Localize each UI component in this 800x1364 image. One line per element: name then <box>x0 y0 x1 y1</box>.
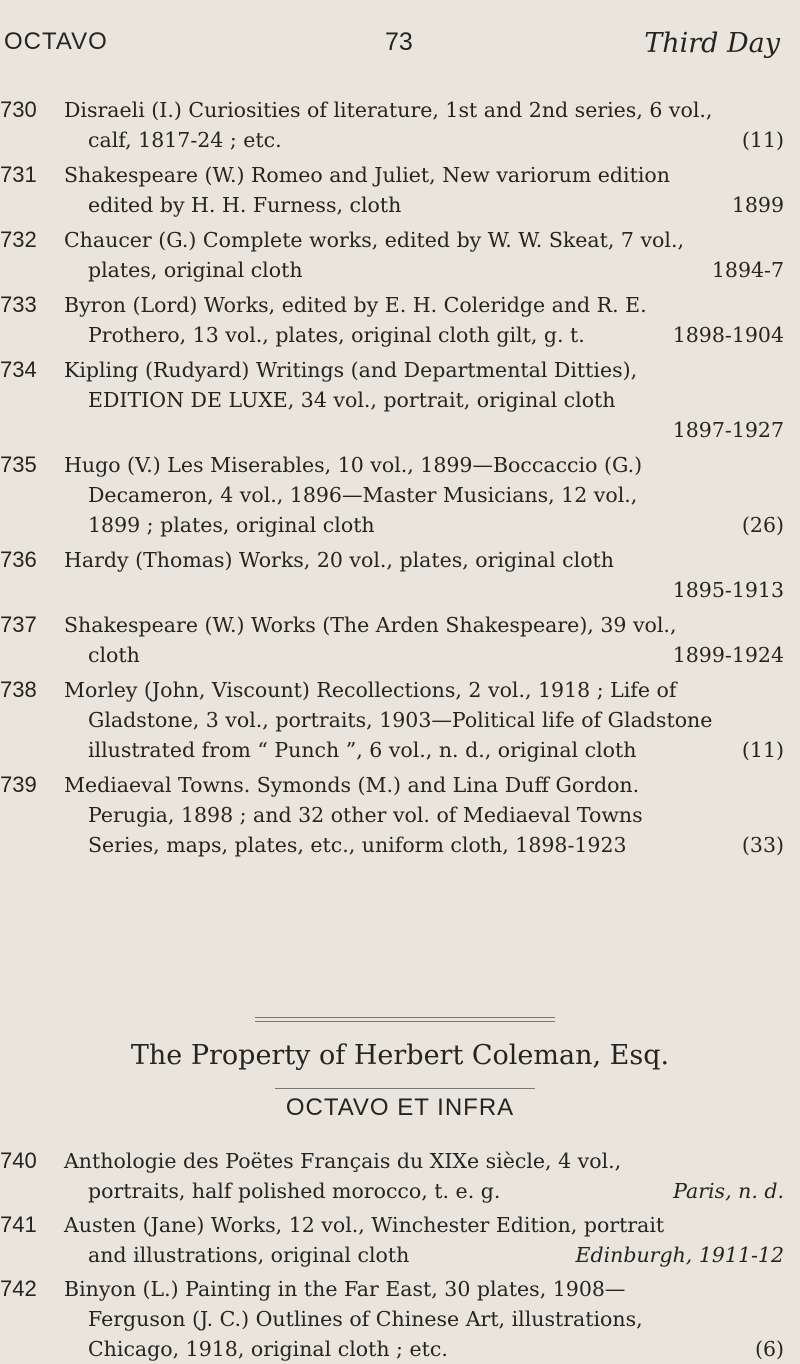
lot-number: 733 <box>0 292 37 317</box>
divider-rule <box>255 1017 555 1018</box>
line-text: Disraeli (I.) Curiosities of literature, 1st and 2nd series, 6 vol., <box>64 98 713 122</box>
line-text: edited by H. H. Furness, cloth <box>88 193 402 217</box>
description-line <box>64 1210 784 1240</box>
line-text: cloth <box>88 643 140 667</box>
description-line <box>64 735 784 765</box>
line-text: 1899 ; plates, original cloth <box>88 513 375 537</box>
lot-number: 741 <box>0 1212 37 1237</box>
description-line <box>64 800 784 830</box>
line-text: portraits, half polished morocco, t. e. g. <box>88 1179 501 1203</box>
line-text: Prothero, 13 vol., plates, original cloth gilt, g. t. <box>88 323 585 347</box>
line-text: Hardy (Thomas) Works, 20 vol., plates, original cloth <box>64 548 614 572</box>
lot-description <box>64 290 784 350</box>
line-date: 1894-7 <box>711 258 784 282</box>
description-line <box>64 575 784 605</box>
lot-number: 742 <box>0 1276 37 1301</box>
line-date: Paris, n. d. <box>673 1179 784 1203</box>
description-line <box>64 355 784 385</box>
owner-heading: The Property of Herbert Coleman, Esq. <box>130 1040 670 1071</box>
lot-description <box>64 355 784 445</box>
description-line <box>64 705 784 735</box>
description-line <box>64 225 784 255</box>
lot-description <box>64 160 784 220</box>
divider-rule <box>255 1021 555 1022</box>
description-line <box>64 830 784 860</box>
line-text: Morley (John, Viscount) Recollections, 2 vol., 1918 ; Life of <box>64 678 677 702</box>
lot-number: 739 <box>0 772 37 797</box>
lot-description <box>64 225 784 285</box>
line-text: Byron (Lord) Works, edited by E. H. Coleridge and R. E. <box>64 293 647 317</box>
lot-number: 732 <box>0 227 37 252</box>
description-line <box>64 610 784 640</box>
line-text: and illustrations, original cloth <box>88 1243 410 1267</box>
description-line <box>64 1304 784 1334</box>
line-text: Chicago, 1918, original cloth ; etc. <box>88 1337 448 1361</box>
line-date: 1899-1924 <box>672 643 784 667</box>
line-text: Binyon (L.) Painting in the Far East, 30 plates, 1908— <box>64 1277 626 1301</box>
line-date: (11) <box>741 738 784 762</box>
line-text: Hugo (V.) Les Miserables, 10 vol., 1899—Boccaccio (G.) <box>64 453 643 477</box>
description-line <box>64 290 784 320</box>
page-number: 73 <box>385 28 413 56</box>
lot-description <box>64 1146 784 1206</box>
description-line <box>64 510 784 540</box>
lot-number: 735 <box>0 452 37 477</box>
line-date: (11) <box>741 128 784 152</box>
line-text: Decameron, 4 vol., 1896—Master Musicians, 12 vol., <box>88 483 638 507</box>
description-line <box>64 95 784 125</box>
divider-rule <box>275 1088 535 1089</box>
line-text: Kipling (Rudyard) Writings (and Departmental Ditties), <box>64 358 638 382</box>
line-text: Austen (Jane) Works, 12 vol., Winchester Edition, portrait <box>64 1213 665 1237</box>
description-line <box>64 320 784 350</box>
line-text: Perugia, 1898 ; and 32 other vol. of Mediaeval Towns <box>88 803 643 827</box>
lot-number: 731 <box>0 162 37 187</box>
line-text: plates, original cloth <box>88 258 303 282</box>
line-date: (26) <box>741 513 784 537</box>
line-text: Chaucer (G.) Complete works, edited by W. W. Skeat, 7 vol., <box>64 228 684 252</box>
description-line <box>64 160 784 190</box>
line-text: Shakespeare (W.) Romeo and Juliet, New variorum edition <box>64 163 670 187</box>
lot-description <box>64 450 784 540</box>
header-section-label: OCTAVO <box>4 28 108 55</box>
lot-description <box>64 1274 784 1364</box>
description-line <box>64 450 784 480</box>
description-line <box>64 545 784 575</box>
lot-number: 734 <box>0 357 37 382</box>
line-text: calf, 1817-24 ; etc. <box>88 128 282 152</box>
lot-number: 737 <box>0 612 37 637</box>
lot-description <box>64 610 784 670</box>
lot-description <box>64 95 784 155</box>
line-text: Shakespeare (W.) Works (The Arden Shakespeare), 39 vol., <box>64 613 677 637</box>
lot-description <box>64 1210 784 1270</box>
description-line <box>64 255 784 285</box>
description-line <box>64 640 784 670</box>
description-line <box>64 415 784 445</box>
line-text: illustrated from “ Punch ”, 6 vol., n. d., original cloth <box>88 738 637 762</box>
line-text: EDITION DE LUXE, 34 vol., portrait, original cloth <box>88 388 616 412</box>
lot-number: 736 <box>0 547 37 572</box>
line-date: 1895-1913 <box>672 578 784 602</box>
lot-number: 738 <box>0 677 37 702</box>
line-date: 1899 <box>731 193 784 217</box>
line-date: 1897-1927 <box>672 418 784 442</box>
description-line <box>64 675 784 705</box>
lot-description <box>64 770 784 860</box>
line-text: Mediaeval Towns. Symonds (M.) and Lina Duff Gordon. <box>64 773 640 797</box>
description-line <box>64 1240 784 1270</box>
description-line <box>64 190 784 220</box>
description-line <box>64 480 784 510</box>
line-date: (33) <box>741 833 784 857</box>
description-line <box>64 770 784 800</box>
line-text: Gladstone, 3 vol., portraits, 1903—Political life of Gladstone <box>88 708 713 732</box>
description-line <box>64 1146 784 1176</box>
line-text: Series, maps, plates, etc., uniform cloth, 1898-1923 <box>88 833 627 857</box>
description-line <box>64 125 784 155</box>
description-line <box>64 385 784 415</box>
line-date: Edinburgh, 1911-12 <box>575 1243 784 1267</box>
line-date: (6) <box>754 1337 784 1361</box>
section-heading: OCTAVO ET INFRA <box>285 1094 515 1121</box>
page-header <box>0 28 800 68</box>
lot-number: 740 <box>0 1148 37 1173</box>
description-line <box>64 1176 784 1206</box>
lot-description <box>64 675 784 765</box>
description-line <box>64 1274 784 1304</box>
line-date: 1898-1904 <box>672 323 784 347</box>
header-day-label: Third Day <box>644 28 780 59</box>
lot-description <box>64 545 784 605</box>
lot-number: 730 <box>0 97 37 122</box>
description-line <box>64 1334 784 1364</box>
line-text: Anthologie des Poëtes Français du XIXe siècle, 4 vol., <box>64 1149 622 1173</box>
line-text: Ferguson (J. C.) Outlines of Chinese Art, illustrations, <box>88 1307 643 1331</box>
